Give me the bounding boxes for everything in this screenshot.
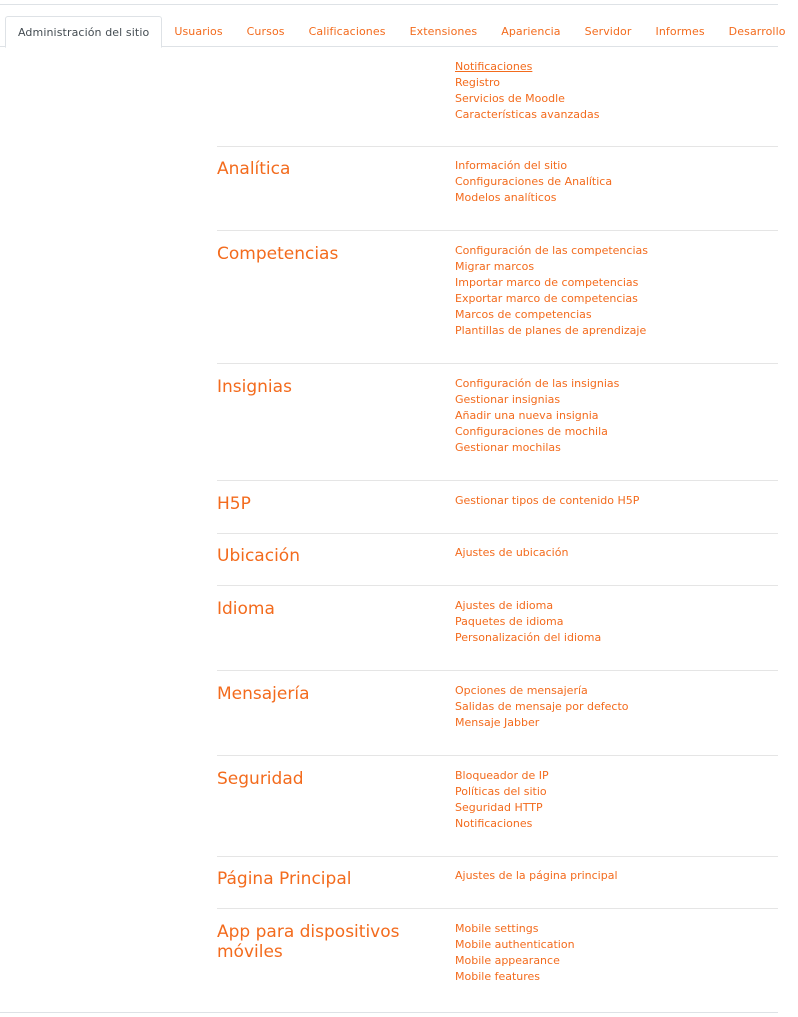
section-title-analitica[interactable]: Analítica	[217, 159, 291, 179]
section-links-insignias	[455, 376, 775, 456]
link-paquetes-de-idioma[interactable]: Paquetes de idioma	[455, 615, 564, 628]
link-exportar-marco-de-competencias[interactable]: Exportar marco de competencias	[455, 292, 638, 305]
section-links-seguridad	[455, 768, 775, 832]
link-marcos-de-competencias[interactable]: Marcos de competencias	[455, 308, 592, 321]
section-links	[455, 59, 775, 123]
link-mobile-appearance[interactable]: Mobile appearance	[455, 954, 560, 967]
tabs-bottom-border-right	[162, 46, 778, 47]
section-links-pagina-principal	[455, 868, 775, 884]
link-mobile-features[interactable]: Mobile features	[455, 970, 541, 983]
section-title-insignias[interactable]: Insignias	[217, 377, 292, 397]
link-ajustes-de-idioma[interactable]: Ajustes de idioma	[455, 599, 554, 612]
tab-cursos[interactable]: Cursos	[246, 25, 285, 38]
link-notificaciones[interactable]: Notificaciones	[455, 60, 533, 73]
section-title-mensajeria[interactable]: Mensajería	[217, 684, 310, 704]
link-configuracion-de-las-competencias[interactable]: Configuración de las competencias	[455, 244, 648, 257]
link-bloqueador-de-ip[interactable]: Bloqueador de IP	[455, 769, 549, 782]
section-divider	[217, 856, 778, 857]
link-mensaje-jabber[interactable]: Mensaje Jabber	[455, 716, 540, 729]
section-links-mensajeria	[455, 683, 775, 731]
tabs-bottom-border-left	[0, 46, 5, 47]
link-politicas-del-sitio[interactable]: Políticas del sitio	[455, 785, 547, 798]
section-divider	[217, 585, 778, 586]
link-opciones-de-mensajeria[interactable]: Opciones de mensajería	[455, 684, 588, 697]
section-divider	[217, 230, 778, 231]
link-personalizacion-del-idioma[interactable]: Personalización del idioma	[455, 631, 602, 644]
admin-tabs	[5, 16, 798, 47]
tab-informes[interactable]: Informes	[655, 25, 705, 38]
link-plantillas-de-planes-de-aprendizaje[interactable]: Plantillas de planes de aprendizaje	[455, 324, 647, 337]
link-notificaciones[interactable]: Notificaciones	[455, 817, 533, 830]
section-divider	[217, 755, 778, 756]
section-divider	[217, 533, 778, 534]
tab-extensiones[interactable]: Extensiones	[409, 25, 478, 38]
link-configuracion-de-las-insignias[interactable]: Configuración de las insignias	[455, 377, 620, 390]
tab-servidor[interactable]: Servidor	[584, 25, 632, 38]
tab-apariencia[interactable]: Apariencia	[501, 25, 561, 38]
tab-usuarios[interactable]: Usuarios	[174, 25, 223, 38]
section-title-ubicacion[interactable]: Ubicación	[217, 546, 300, 566]
section-links-analitica	[455, 158, 775, 206]
section-divider	[217, 670, 778, 671]
section-title-idioma[interactable]: Idioma	[217, 599, 275, 619]
link-mobile-authentication[interactable]: Mobile authentication	[455, 938, 575, 951]
link-configuraciones-de-mochila[interactable]: Configuraciones de mochila	[455, 425, 608, 438]
link-anadir-una-nueva-insignia[interactable]: Añadir una nueva insignia	[455, 409, 599, 422]
link-servicios-de-moodle[interactable]: Servicios de Moodle	[455, 92, 565, 105]
link-configuraciones-de-analitica[interactable]: Configuraciones de Analítica	[455, 175, 613, 188]
link-importar-marco-de-competencias[interactable]: Importar marco de competencias	[455, 276, 639, 289]
link-caracteristicas-avanzadas[interactable]: Características avanzadas	[455, 108, 600, 121]
link-gestionar-mochilas[interactable]: Gestionar mochilas	[455, 441, 561, 454]
link-migrar-marcos[interactable]: Migrar marcos	[455, 260, 535, 273]
section-links-idioma	[455, 598, 775, 646]
section-divider	[217, 146, 778, 147]
link-ajustes-de-la-pagina-principal[interactable]: Ajustes de la página principal	[455, 869, 618, 882]
link-informacion-del-sitio[interactable]: Información del sitio	[455, 159, 568, 172]
link-gestionar-insignias[interactable]: Gestionar insignias	[455, 393, 561, 406]
section-links-competencias	[455, 243, 775, 339]
link-ajustes-de-ubicacion[interactable]: Ajustes de ubicación	[455, 546, 569, 559]
section-divider	[217, 908, 778, 909]
link-mobile-settings[interactable]: Mobile settings	[455, 922, 539, 935]
section-title-pagina-principal[interactable]: Página Principal	[217, 869, 352, 889]
section-divider	[217, 480, 778, 481]
top-divider	[0, 4, 778, 5]
tab-calificaciones[interactable]: Calificaciones	[308, 25, 386, 38]
link-salidas-de-mensaje-por-defecto[interactable]: Salidas de mensaje por defecto	[455, 700, 629, 713]
section-links-app-para-dispositivos-moviles	[455, 921, 775, 985]
bottom-divider	[0, 1012, 778, 1013]
section-divider	[217, 363, 778, 364]
tab-administracion-del-sitio[interactable]: Administración del sitio	[5, 16, 162, 48]
link-gestionar-tipos-de-contenido-h5p[interactable]: Gestionar tipos de contenido H5P	[455, 494, 640, 507]
link-registro[interactable]: Registro	[455, 76, 501, 89]
section-links-h5p	[455, 493, 775, 509]
section-title-h5p[interactable]: H5P	[217, 494, 251, 514]
section-title-app-para-dispositivos-moviles[interactable]: App para dispositivos móviles	[217, 922, 400, 962]
section-title-seguridad[interactable]: Seguridad	[217, 769, 304, 789]
link-modelos-analiticos[interactable]: Modelos analíticos	[455, 191, 557, 204]
tab-desarrollo[interactable]: Desarrollo	[728, 25, 786, 38]
section-title-competencias[interactable]: Competencias	[217, 244, 339, 264]
section-links-ubicacion	[455, 545, 775, 561]
link-seguridad-http[interactable]: Seguridad HTTP	[455, 801, 543, 814]
